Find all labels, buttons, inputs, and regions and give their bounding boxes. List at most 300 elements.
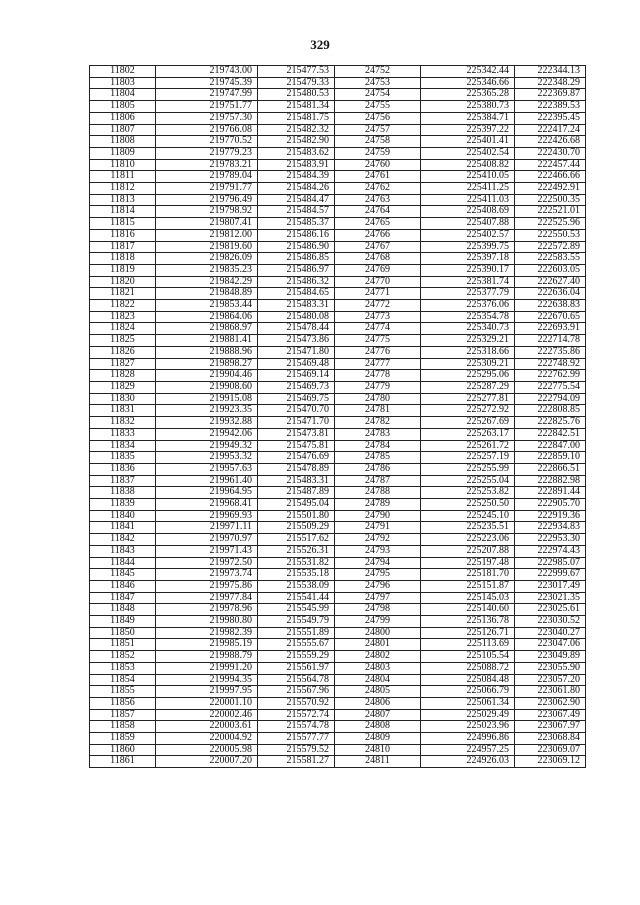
cell-x-coord-a: 219969.93 xyxy=(156,510,258,522)
cell-y-coord-b: 222762.99 xyxy=(515,370,586,382)
cell-x-coord-b: 225397.22 xyxy=(421,124,515,136)
table-row xyxy=(90,557,586,569)
cell-point-id-b: 24759 xyxy=(335,147,421,159)
cell-y-coord-b: 222735.86 xyxy=(515,346,586,358)
cell-x-coord-b: 225410.05 xyxy=(421,171,515,183)
cell-point-id-b: 24754 xyxy=(335,89,421,101)
cell-y-coord-a: 215526.31 xyxy=(258,545,335,557)
cell-x-coord-a: 220007.20 xyxy=(156,756,258,768)
cell-y-coord-a: 215478.89 xyxy=(258,463,335,475)
cell-point-id-b: 24769 xyxy=(335,264,421,276)
cell-y-coord-b: 223061.80 xyxy=(515,686,586,698)
cell-x-coord-b: 225263.17 xyxy=(421,428,515,440)
cell-y-coord-b: 222466.66 xyxy=(515,171,586,183)
table-row xyxy=(90,428,586,440)
cell-y-coord-a: 215567.96 xyxy=(258,686,335,698)
cell-point-id-b: 24796 xyxy=(335,580,421,592)
cell-y-coord-a: 215476.69 xyxy=(258,452,335,464)
cell-y-coord-b: 223067.97 xyxy=(515,721,586,733)
cell-x-coord-a: 219994.35 xyxy=(156,674,258,686)
cell-y-coord-b: 222426.68 xyxy=(515,136,586,148)
cell-x-coord-b: 225377.79 xyxy=(421,288,515,300)
cell-point-id-b: 24788 xyxy=(335,487,421,499)
cell-x-coord-a: 219868.97 xyxy=(156,323,258,335)
cell-y-coord-a: 215579.52 xyxy=(258,744,335,756)
cell-y-coord-a: 215470.70 xyxy=(258,405,335,417)
cell-point-id-b: 24773 xyxy=(335,311,421,323)
cell-point-id-b: 24782 xyxy=(335,417,421,429)
cell-point-id-a: 11838 xyxy=(90,487,156,499)
table-row xyxy=(90,229,586,241)
cell-x-coord-b: 225402.54 xyxy=(421,147,515,159)
cell-x-coord-b: 225295.06 xyxy=(421,370,515,382)
cell-y-coord-b: 223047.06 xyxy=(515,639,586,651)
cell-y-coord-a: 215486.32 xyxy=(258,276,335,288)
cell-point-id-a: 11855 xyxy=(90,686,156,698)
table-row xyxy=(90,253,586,265)
cell-y-coord-b: 222866.51 xyxy=(515,463,586,475)
cell-point-id-b: 24809 xyxy=(335,733,421,745)
cell-point-id-a: 11836 xyxy=(90,463,156,475)
cell-x-coord-b: 225354.78 xyxy=(421,311,515,323)
cell-point-id-b: 24765 xyxy=(335,218,421,230)
cell-y-coord-b: 222953.30 xyxy=(515,534,586,546)
cell-x-coord-a: 219932.88 xyxy=(156,417,258,429)
cell-y-coord-b: 222842.51 xyxy=(515,428,586,440)
cell-x-coord-b: 225235.51 xyxy=(421,522,515,534)
cell-point-id-a: 11817 xyxy=(90,241,156,253)
cell-y-coord-a: 215555.67 xyxy=(258,639,335,651)
table-row xyxy=(90,756,586,768)
table-row xyxy=(90,580,586,592)
cell-x-coord-a: 219997.95 xyxy=(156,686,258,698)
table-row xyxy=(90,697,586,709)
cell-point-id-a: 11803 xyxy=(90,77,156,89)
cell-point-id-b: 24755 xyxy=(335,101,421,113)
cell-point-id-b: 24775 xyxy=(335,335,421,347)
cell-y-coord-b: 222636.04 xyxy=(515,288,586,300)
cell-point-id-a: 11832 xyxy=(90,417,156,429)
table-row xyxy=(90,651,586,663)
cell-y-coord-b: 223030.52 xyxy=(515,616,586,628)
cell-y-coord-a: 215475.81 xyxy=(258,440,335,452)
cell-point-id-b: 24770 xyxy=(335,276,421,288)
cell-point-id-b: 24810 xyxy=(335,744,421,756)
cell-y-coord-a: 215479.33 xyxy=(258,77,335,89)
cell-point-id-a: 11833 xyxy=(90,428,156,440)
cell-y-coord-a: 215486.97 xyxy=(258,264,335,276)
cell-point-id-a: 11848 xyxy=(90,604,156,616)
cell-x-coord-b: 225384.71 xyxy=(421,112,515,124)
cell-x-coord-a: 219766.08 xyxy=(156,124,258,136)
cell-x-coord-b: 225407.88 xyxy=(421,218,515,230)
cell-x-coord-a: 219949.32 xyxy=(156,440,258,452)
cell-point-id-b: 24766 xyxy=(335,229,421,241)
cell-x-coord-a: 219796.49 xyxy=(156,194,258,206)
cell-x-coord-b: 225029.49 xyxy=(421,709,515,721)
cell-x-coord-a: 219961.40 xyxy=(156,475,258,487)
cell-point-id-b: 24757 xyxy=(335,124,421,136)
cell-x-coord-a: 219980.80 xyxy=(156,616,258,628)
cell-y-coord-a: 215486.90 xyxy=(258,241,335,253)
cell-y-coord-a: 215473.86 xyxy=(258,335,335,347)
cell-point-id-a: 11856 xyxy=(90,697,156,709)
table-row xyxy=(90,405,586,417)
cell-y-coord-a: 215483.31 xyxy=(258,475,335,487)
cell-x-coord-a: 219888.96 xyxy=(156,346,258,358)
cell-point-id-b: 24787 xyxy=(335,475,421,487)
cell-y-coord-b: 222825.76 xyxy=(515,417,586,429)
cell-x-coord-b: 225261.72 xyxy=(421,440,515,452)
cell-x-coord-a: 219923.35 xyxy=(156,405,258,417)
cell-x-coord-a: 219842.29 xyxy=(156,276,258,288)
cell-point-id-b: 24801 xyxy=(335,639,421,651)
cell-x-coord-a: 219864.06 xyxy=(156,311,258,323)
cell-y-coord-a: 215483.62 xyxy=(258,147,335,159)
cell-y-coord-a: 215574.78 xyxy=(258,721,335,733)
cell-y-coord-b: 223017.49 xyxy=(515,580,586,592)
cell-y-coord-b: 222457.44 xyxy=(515,159,586,171)
cell-y-coord-a: 215473.81 xyxy=(258,428,335,440)
cell-x-coord-b: 225084.48 xyxy=(421,674,515,686)
cell-point-id-a: 11818 xyxy=(90,253,156,265)
cell-y-coord-b: 222572.89 xyxy=(515,241,586,253)
cell-point-id-b: 24786 xyxy=(335,463,421,475)
cell-point-id-b: 24795 xyxy=(335,569,421,581)
table-row xyxy=(90,709,586,721)
cell-y-coord-b: 223067.49 xyxy=(515,709,586,721)
table-row xyxy=(90,662,586,674)
cell-point-id-a: 11810 xyxy=(90,159,156,171)
table-row xyxy=(90,77,586,89)
cell-y-coord-a: 215469.73 xyxy=(258,381,335,393)
cell-y-coord-b: 222492.91 xyxy=(515,183,586,195)
cell-point-id-b: 24780 xyxy=(335,393,421,405)
cell-point-id-a: 11852 xyxy=(90,651,156,663)
cell-y-coord-b: 222583.55 xyxy=(515,253,586,265)
cell-x-coord-b: 225181.70 xyxy=(421,569,515,581)
cell-y-coord-b: 222521.01 xyxy=(515,206,586,218)
table-row xyxy=(90,136,586,148)
cell-x-coord-b: 225255.04 xyxy=(421,475,515,487)
cell-x-coord-b: 225381.74 xyxy=(421,276,515,288)
cell-y-coord-a: 215570.92 xyxy=(258,697,335,709)
cell-y-coord-a: 215478.44 xyxy=(258,323,335,335)
cell-point-id-a: 11859 xyxy=(90,733,156,745)
cell-y-coord-b: 222389.53 xyxy=(515,101,586,113)
cell-x-coord-b: 225113.69 xyxy=(421,639,515,651)
table-row xyxy=(90,206,586,218)
cell-x-coord-b: 225197.48 xyxy=(421,557,515,569)
cell-point-id-a: 11837 xyxy=(90,475,156,487)
cell-point-id-a: 11842 xyxy=(90,534,156,546)
cell-point-id-a: 11829 xyxy=(90,381,156,393)
table-row xyxy=(90,510,586,522)
cell-x-coord-a: 219973.74 xyxy=(156,569,258,581)
table-row xyxy=(90,475,586,487)
cell-y-coord-b: 223069.12 xyxy=(515,756,586,768)
cell-x-coord-a: 219789.04 xyxy=(156,171,258,183)
cell-point-id-b: 24777 xyxy=(335,358,421,370)
table-row xyxy=(90,417,586,429)
cell-y-coord-a: 215477.53 xyxy=(258,66,335,78)
cell-x-coord-b: 225126.71 xyxy=(421,627,515,639)
cell-point-id-a: 11820 xyxy=(90,276,156,288)
table-row xyxy=(90,183,586,195)
cell-point-id-a: 11809 xyxy=(90,147,156,159)
table-row xyxy=(90,124,586,136)
cell-y-coord-a: 215480.08 xyxy=(258,311,335,323)
cell-point-id-a: 11835 xyxy=(90,452,156,464)
coordinate-table xyxy=(89,65,586,768)
cell-point-id-b: 24767 xyxy=(335,241,421,253)
table-row xyxy=(90,147,586,159)
cell-point-id-a: 11843 xyxy=(90,545,156,557)
table-row xyxy=(90,639,586,651)
cell-x-coord-b: 225257.19 xyxy=(421,452,515,464)
table-row xyxy=(90,101,586,113)
table-row xyxy=(90,288,586,300)
cell-point-id-b: 24783 xyxy=(335,428,421,440)
cell-y-coord-b: 222550.53 xyxy=(515,229,586,241)
cell-point-id-b: 24794 xyxy=(335,557,421,569)
table-row xyxy=(90,241,586,253)
cell-y-coord-b: 222670.65 xyxy=(515,311,586,323)
cell-y-coord-b: 222395.45 xyxy=(515,112,586,124)
cell-point-id-a: 11850 xyxy=(90,627,156,639)
table-row xyxy=(90,627,586,639)
cell-point-id-b: 24784 xyxy=(335,440,421,452)
cell-point-id-a: 11830 xyxy=(90,393,156,405)
table-row xyxy=(90,487,586,499)
cell-x-coord-a: 219898.27 xyxy=(156,358,258,370)
cell-x-coord-a: 219770.52 xyxy=(156,136,258,148)
cell-y-coord-b: 222985.07 xyxy=(515,557,586,569)
cell-point-id-b: 24781 xyxy=(335,405,421,417)
cell-x-coord-b: 225061.34 xyxy=(421,697,515,709)
cell-x-coord-a: 220003.61 xyxy=(156,721,258,733)
cell-point-id-b: 24793 xyxy=(335,545,421,557)
cell-point-id-a: 11804 xyxy=(90,89,156,101)
cell-x-coord-a: 219982.39 xyxy=(156,627,258,639)
cell-point-id-a: 11839 xyxy=(90,499,156,511)
cell-x-coord-b: 225223.06 xyxy=(421,534,515,546)
cell-point-id-b: 24778 xyxy=(335,370,421,382)
cell-point-id-b: 24758 xyxy=(335,136,421,148)
cell-y-coord-a: 215572.74 xyxy=(258,709,335,721)
cell-y-coord-b: 222430.70 xyxy=(515,147,586,159)
cell-y-coord-b: 223040.27 xyxy=(515,627,586,639)
cell-y-coord-b: 223068.84 xyxy=(515,733,586,745)
cell-y-coord-a: 215561.97 xyxy=(258,662,335,674)
table-row xyxy=(90,721,586,733)
cell-point-id-a: 11844 xyxy=(90,557,156,569)
cell-x-coord-b: 225245.10 xyxy=(421,510,515,522)
cell-x-coord-a: 219798.92 xyxy=(156,206,258,218)
cell-y-coord-a: 215541.44 xyxy=(258,592,335,604)
cell-y-coord-b: 222525.96 xyxy=(515,218,586,230)
cell-point-id-b: 24800 xyxy=(335,627,421,639)
cell-y-coord-a: 215484.65 xyxy=(258,288,335,300)
table-row xyxy=(90,522,586,534)
cell-y-coord-a: 215469.14 xyxy=(258,370,335,382)
cell-point-id-b: 24802 xyxy=(335,651,421,663)
cell-x-coord-a: 219826.09 xyxy=(156,253,258,265)
cell-x-coord-a: 219908.60 xyxy=(156,381,258,393)
cell-point-id-a: 11823 xyxy=(90,311,156,323)
cell-y-coord-a: 215531.82 xyxy=(258,557,335,569)
table-row xyxy=(90,604,586,616)
table-row xyxy=(90,463,586,475)
cell-y-coord-a: 215483.91 xyxy=(258,159,335,171)
table-row xyxy=(90,592,586,604)
cell-point-id-a: 11851 xyxy=(90,639,156,651)
table-row xyxy=(90,393,586,405)
cell-x-coord-b: 225376.06 xyxy=(421,300,515,312)
cell-point-id-b: 24790 xyxy=(335,510,421,522)
cell-y-coord-b: 222847.00 xyxy=(515,440,586,452)
table-row xyxy=(90,569,586,581)
cell-y-coord-a: 215481.34 xyxy=(258,101,335,113)
table-row xyxy=(90,452,586,464)
cell-y-coord-a: 215484.57 xyxy=(258,206,335,218)
cell-x-coord-b: 225066.79 xyxy=(421,686,515,698)
cell-x-coord-a: 219991.20 xyxy=(156,662,258,674)
cell-y-coord-b: 222775.54 xyxy=(515,381,586,393)
cell-point-id-a: 11813 xyxy=(90,194,156,206)
table-row xyxy=(90,744,586,756)
cell-x-coord-b: 225287.29 xyxy=(421,381,515,393)
cell-y-coord-a: 215483.31 xyxy=(258,300,335,312)
cell-point-id-b: 24799 xyxy=(335,616,421,628)
table-row xyxy=(90,733,586,745)
cell-point-id-a: 11825 xyxy=(90,335,156,347)
cell-point-id-a: 11858 xyxy=(90,721,156,733)
cell-x-coord-b: 225408.82 xyxy=(421,159,515,171)
cell-y-coord-b: 222905.70 xyxy=(515,499,586,511)
cell-y-coord-a: 215471.70 xyxy=(258,417,335,429)
cell-point-id-b: 24792 xyxy=(335,534,421,546)
cell-x-coord-a: 219835.23 xyxy=(156,264,258,276)
cell-x-coord-a: 219783.21 xyxy=(156,159,258,171)
cell-point-id-a: 11831 xyxy=(90,405,156,417)
cell-x-coord-b: 225411.25 xyxy=(421,183,515,195)
cell-point-id-b: 24760 xyxy=(335,159,421,171)
cell-x-coord-a: 220005.98 xyxy=(156,744,258,756)
cell-y-coord-a: 215564.78 xyxy=(258,674,335,686)
cell-y-coord-a: 215482.32 xyxy=(258,124,335,136)
cell-y-coord-b: 223021.35 xyxy=(515,592,586,604)
cell-point-id-b: 24791 xyxy=(335,522,421,534)
cell-y-coord-a: 215469.48 xyxy=(258,358,335,370)
table-row xyxy=(90,171,586,183)
cell-y-coord-b: 222934.83 xyxy=(515,522,586,534)
cell-y-coord-a: 215487.89 xyxy=(258,487,335,499)
cell-y-coord-a: 215481.75 xyxy=(258,112,335,124)
cell-y-coord-a: 215486.16 xyxy=(258,229,335,241)
cell-x-coord-b: 225329.21 xyxy=(421,335,515,347)
cell-y-coord-a: 215484.39 xyxy=(258,171,335,183)
cell-x-coord-b: 225401.41 xyxy=(421,136,515,148)
cell-y-coord-a: 215485.37 xyxy=(258,218,335,230)
cell-point-id-a: 11822 xyxy=(90,300,156,312)
cell-y-coord-b: 222638.83 xyxy=(515,300,586,312)
cell-point-id-a: 11811 xyxy=(90,171,156,183)
table-row xyxy=(90,358,586,370)
cell-y-coord-a: 215581.27 xyxy=(258,756,335,768)
cell-point-id-a: 11854 xyxy=(90,674,156,686)
cell-x-coord-a: 219745.39 xyxy=(156,77,258,89)
cell-x-coord-a: 219978.96 xyxy=(156,604,258,616)
cell-point-id-b: 24797 xyxy=(335,592,421,604)
table-row xyxy=(90,311,586,323)
cell-y-coord-b: 223055.90 xyxy=(515,662,586,674)
cell-y-coord-a: 215482.90 xyxy=(258,136,335,148)
cell-y-coord-a: 215501.80 xyxy=(258,510,335,522)
cell-x-coord-a: 219971.43 xyxy=(156,545,258,557)
cell-y-coord-b: 222714.78 xyxy=(515,335,586,347)
cell-x-coord-b: 225397.18 xyxy=(421,253,515,265)
cell-x-coord-b: 225136.78 xyxy=(421,616,515,628)
cell-x-coord-a: 219779.23 xyxy=(156,147,258,159)
cell-y-coord-b: 222369.87 xyxy=(515,89,586,101)
cell-x-coord-b: 225267.69 xyxy=(421,417,515,429)
cell-x-coord-b: 225408.69 xyxy=(421,206,515,218)
cell-point-id-a: 11860 xyxy=(90,744,156,756)
cell-x-coord-b: 225255.99 xyxy=(421,463,515,475)
cell-y-coord-b: 222344.13 xyxy=(515,66,586,78)
cell-y-coord-a: 215551.89 xyxy=(258,627,335,639)
table-row xyxy=(90,346,586,358)
cell-x-coord-b: 225023.96 xyxy=(421,721,515,733)
cell-x-coord-a: 219807.41 xyxy=(156,218,258,230)
cell-x-coord-a: 219853.44 xyxy=(156,300,258,312)
cell-x-coord-b: 225309.21 xyxy=(421,358,515,370)
cell-point-id-a: 11819 xyxy=(90,264,156,276)
cell-x-coord-b: 225342.44 xyxy=(421,66,515,78)
cell-y-coord-b: 222974.43 xyxy=(515,545,586,557)
table-row xyxy=(90,194,586,206)
table-row xyxy=(90,323,586,335)
cell-x-coord-b: 225272.92 xyxy=(421,405,515,417)
cell-point-id-a: 11821 xyxy=(90,288,156,300)
cell-point-id-b: 24811 xyxy=(335,756,421,768)
cell-y-coord-b: 222627.40 xyxy=(515,276,586,288)
cell-x-coord-a: 219972.50 xyxy=(156,557,258,569)
cell-x-coord-a: 219985.19 xyxy=(156,639,258,651)
table-row xyxy=(90,112,586,124)
cell-y-coord-b: 223069.07 xyxy=(515,744,586,756)
cell-y-coord-a: 215545.99 xyxy=(258,604,335,616)
cell-y-coord-a: 215535.18 xyxy=(258,569,335,581)
cell-y-coord-b: 222794.09 xyxy=(515,393,586,405)
cell-x-coord-b: 225318.66 xyxy=(421,346,515,358)
cell-x-coord-b: 225145.03 xyxy=(421,592,515,604)
cell-y-coord-a: 215486.85 xyxy=(258,253,335,265)
cell-point-id-b: 24768 xyxy=(335,253,421,265)
cell-point-id-a: 11808 xyxy=(90,136,156,148)
cell-y-coord-a: 215577.77 xyxy=(258,733,335,745)
cell-point-id-a: 11807 xyxy=(90,124,156,136)
cell-point-id-b: 24756 xyxy=(335,112,421,124)
cell-x-coord-a: 219819.60 xyxy=(156,241,258,253)
cell-x-coord-a: 220001.10 xyxy=(156,697,258,709)
cell-point-id-a: 11857 xyxy=(90,709,156,721)
cell-x-coord-b: 225411.03 xyxy=(421,194,515,206)
cell-x-coord-a: 219957.63 xyxy=(156,463,258,475)
table-row xyxy=(90,674,586,686)
cell-point-id-b: 24806 xyxy=(335,697,421,709)
